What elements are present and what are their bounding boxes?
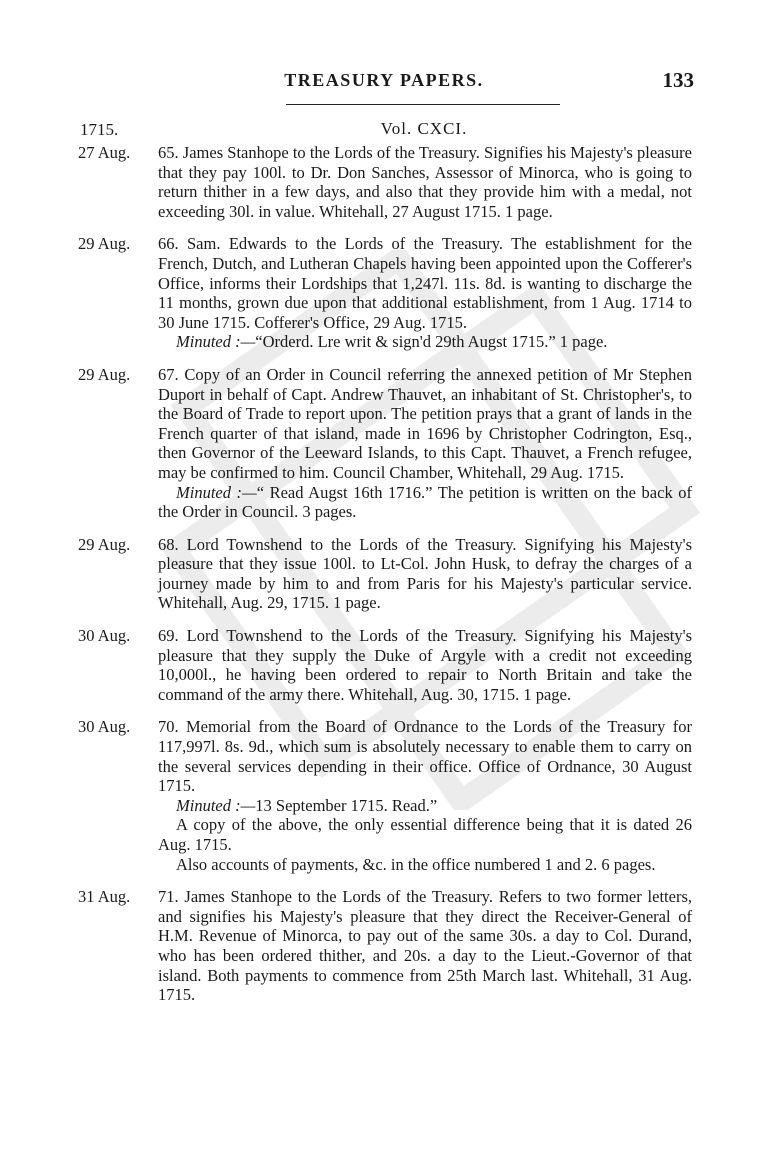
year-label: 1715.: [80, 120, 119, 139]
entry: [78, 887, 692, 1005]
entry-date: 29 Aug.: [78, 534, 131, 554]
running-head: [0, 68, 768, 98]
running-title: TREASURY PAPERS.: [284, 70, 484, 90]
entry-paragraph: [158, 234, 692, 332]
paragraph-text: 71. James Stanhope to the Lords of the Treasury. Refers to two former letters, and signifies his Majesty's pleasure that they direct the Receiver-General of H.M. Revenue of Minorca, to pay out of the same 30s. a day to Col. Durand, who has been ordered thither, and 20s. a day to the Lieut.-Governor of that island. Both payments to commence from 25th March last. Whitehall, 31 Aug. 1715.: [158, 887, 692, 1005]
entry-date: 30 Aug.: [78, 626, 131, 646]
minute-note: [158, 332, 692, 352]
header-rule: [286, 104, 560, 105]
entry: [78, 234, 692, 352]
entry-date: 29 Aug.: [78, 364, 131, 384]
minute-note: [158, 483, 692, 522]
entry: [78, 626, 692, 704]
page-number: 133: [662, 68, 694, 92]
entry-body: [158, 143, 692, 221]
entry-paragraph: [158, 365, 692, 483]
entry: [78, 143, 692, 221]
paragraph-text: 70. Memorial from the Board of Ordnance to the Lords of the Treasury for 117,997l. 8s. 9d., which sum is absolutely necessary to enable them to carry on the several services depending in their office. Office of Ordnance, 30 August 1715.: [158, 717, 692, 796]
minute-note: [158, 796, 692, 816]
entry-paragraph: [158, 143, 692, 221]
minuted-label: Minuted :—: [176, 482, 257, 502]
minuted-label: Minuted :—: [176, 795, 256, 815]
entry-body: [158, 535, 692, 613]
entry: [78, 365, 692, 522]
entry-date: 30 Aug.: [78, 717, 131, 737]
entry-body: [158, 626, 692, 704]
entry-paragraph: [158, 887, 692, 1005]
minuted-label: Minuted :—: [176, 332, 256, 352]
volume-heading: Vol. CXCI.: [380, 119, 468, 138]
paragraph-text: “Orderd. Lre writ & sign'd 29th Augst 1715.” 1 page.: [255, 332, 608, 352]
entry-paragraph: [158, 717, 692, 795]
paragraph-text: 13 September 1715. Read.”: [255, 795, 438, 815]
entry: [78, 717, 692, 874]
paragraph-text: Also accounts of payments, &c. in the office numbered 1 and 2. 6 pages.: [176, 854, 656, 874]
paragraph-text: 66. Sam. Edwards to the Lords of the Treasury. The establishment for the French, Dutch, and Lutheran Chapels having been appointed upon the Cofferer's Office, informs their Lordships that 1,247l. 11s. 8d. is wanting to discharge the 11 months, grown due upon that additional establishment, from 1 Aug. 1714 to 30 June 1715. Cofferer's Office, 29 Aug. 1715.: [158, 234, 692, 332]
entry: [78, 535, 692, 613]
entry-paragraph: [158, 855, 692, 875]
entry-paragraph: [158, 626, 692, 704]
entry-paragraph: [158, 535, 692, 613]
entry-body: [158, 717, 692, 874]
entry-date: 27 Aug.: [78, 143, 131, 162]
entry-date: 31 Aug.: [78, 887, 131, 907]
entry-date: 29 Aug.: [78, 234, 131, 254]
paragraph-text: “ Read Augst 16th 1716.” The petition is written on the back of the Order in Council. 3 pages.: [158, 482, 693, 522]
paragraph-text: 68. Lord Townshend to the Lords of the Treasury. Signifying his Majesty's pleasure that they issue 100l. to Lt-Col. John Husk, to defray the charges of a journey made by him to and from Paris for his Majesty's particular service. Whitehall, Aug. 29, 1715. 1 page.: [158, 534, 692, 613]
entry-list: [78, 143, 692, 1018]
entry-body: [158, 234, 692, 352]
paragraph-text: 67. Copy of an Order in Council referring the annexed petition of Mr Stephen Duport in behalf of Capt. Andrew Thauvet, an inhabitant of St. Christopher's, to the Board of Trade to report upon. The petition prays that a grant of lands in the French quarter of that island, made in 1696 by Christopher Codrington, Esq., then Governor of the Leeward Islands, to this Capt. Thauvet, a French refugee, may be confirmed to him. Council Chamber, Whitehall, 29 Aug. 1715.: [158, 364, 692, 482]
entry-paragraph: [158, 815, 692, 854]
entry-body: [158, 887, 692, 1005]
paragraph-text: 65. James Stanhope to the Lords of the Treasury. Signifies his Majesty's pleasure that they pay 100l. to Dr. Don Sanches, Assessor of Minorca, who is going to return thither in a few days, and also that they provide him with a medal, not exceeding 30l. in value. Whitehall, 27 August 1715. 1 page.: [158, 143, 692, 221]
paragraph-text: 69. Lord Townshend to the Lords of the Treasury. Signifying his Majesty's pleasure that they supply the Duke of Argyle with a credit not exceeding 10,000l., he having been ordered to repair to North Britain and take the command of the army there. Whitehall, Aug. 30, 1715. 1 page.: [158, 626, 692, 704]
paragraph-text: A copy of the above, the only essential difference being that it is dated 26 Aug. 1715.: [158, 815, 692, 854]
entry-body: [158, 365, 692, 522]
